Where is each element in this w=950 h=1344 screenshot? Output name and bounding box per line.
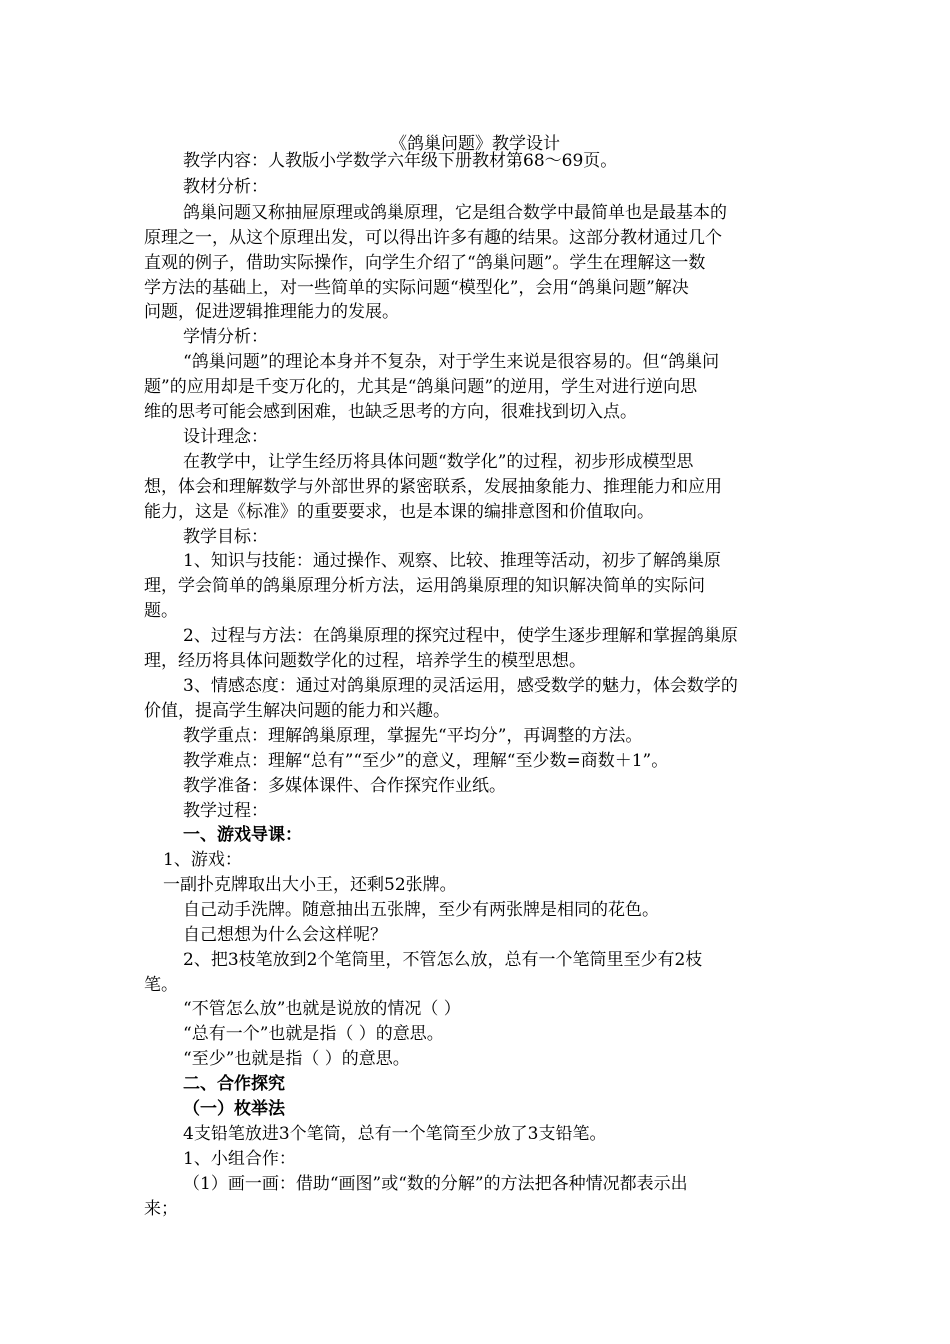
text-line: 题”的应用却是千变万化的，尤其是“鸽巢问题”的逆用，学生对进行逆向思 (144, 377, 698, 397)
text-line: “至少”也就是指（ ）的意思。 (183, 1049, 410, 1069)
text-line: 鸽巢问题又称抽屉原理或鸽巢原理，它是组合数学中最简单也是最基本的 (183, 203, 727, 223)
text-line: 理，学会简单的鸽巢原理分析方法，运用鸽巢原理的知识解决简单的实际问 (144, 576, 705, 596)
section-heading: 二、合作探究 (183, 1074, 285, 1094)
text-line: 笔。 (144, 975, 178, 995)
text-line: 想，体会和理解数学与外部世界的紧密联系，发展抽象能力、推理能力和应用 (144, 477, 722, 497)
text-line: 教学准备：多媒体课件、合作探究作业纸。 (183, 776, 506, 796)
text-line: 能力，这是《标准》的重要要求，也是本课的编排意图和价值取向。 (144, 502, 654, 522)
section-heading: 教材分析： (183, 177, 268, 197)
text-line: 4支铅笔放进3个笔筒，总有一个笔筒至少放了3支铅笔。 (183, 1124, 607, 1144)
text-line: 自己动手洗牌。随意抽出五张牌，至少有两张牌是相同的花色。 (183, 900, 659, 920)
text-line: 3、情感态度：通过对鸽巢原理的灵活运用，感受数学的魅力，体会数学的 (183, 676, 738, 696)
text-line: 理，经历将具体问题数学化的过程，培养学生的模型思想。 (144, 651, 586, 671)
text-line: 来； (144, 1199, 178, 1219)
text-line: “总有一个”也就是指（ ）的意思。 (183, 1024, 444, 1044)
text-line: 1、小组合作： (183, 1149, 296, 1169)
text-line: 维的思考可能会感到困难，也缺乏思考的方向，很难找到切入点。 (144, 402, 637, 422)
section-heading: 教学过程： (183, 801, 268, 821)
text-line: 教学重点：理解鸽巢原理，掌握先“平均分”，再调整的方法。 (183, 726, 643, 746)
section-heading: 一、游戏导课： (183, 825, 302, 845)
text-line: 教学难点：理解“总有”“至少”的意义，理解“至少数=商数＋1”。 (183, 751, 669, 771)
text-line: “不管怎么放”也就是说放的情况（ ） (183, 999, 461, 1019)
text-line: 一副扑克牌取出大小王，还剩52张牌。 (163, 875, 457, 895)
document-title: 《鸽巢问题》教学设计 (390, 134, 560, 154)
text-line: 问题，促进逻辑推理能力的发展。 (144, 302, 399, 322)
text-line: 2、过程与方法：在鸽巢原理的探究过程中，使学生逐步理解和掌握鸽巢原 (183, 626, 738, 646)
text-line: 1、游戏： (163, 850, 242, 870)
text-line: 题。 (144, 601, 178, 621)
section-heading: 教学目标： (183, 527, 268, 547)
section-heading: （一）枚举法 (183, 1099, 285, 1119)
text-line: 直观的例子，借助实际操作，向学生介绍了“鸽巢问题”。学生在理解这一数 (144, 253, 706, 273)
text-line: 原理之一，从这个原理出发，可以得出许多有趣的结果。这部分教材通过几个 (144, 228, 722, 248)
text-line: 1、知识与技能：通过操作、观察、比较、推理等活动，初步了解鸽巢原 (183, 551, 721, 571)
text-line: “鸽巢问题”的理论本身并不复杂，对于学生来说是很容易的。但“鸽巢问 (183, 352, 720, 372)
text-line: 教学内容：人教版小学数学六年级下册教材第68～69页。 (183, 151, 618, 171)
text-line: （1）画一画：借助“画图”或“数的分解”的方法把各种情况都表示出 (183, 1174, 688, 1194)
section-heading: 学情分析： (183, 327, 268, 347)
text-line: 价值，提高学生解决问题的能力和兴趣。 (144, 701, 450, 721)
text-line: 在教学中，让学生经历将具体问题“数学化”的过程，初步形成模型思 (183, 452, 694, 472)
text-line: 自己想想为什么会这样呢？ (183, 925, 387, 945)
text-line: 2、把3枝笔放到2个笔筒里，不管怎么放，总有一个笔筒里至少有2枝 (183, 950, 703, 970)
text-line: 学方法的基础上，对一些简单的实际问题“模型化”，会用“鸽巢问题”解决 (144, 278, 689, 298)
section-heading: 设计理念： (183, 427, 268, 447)
